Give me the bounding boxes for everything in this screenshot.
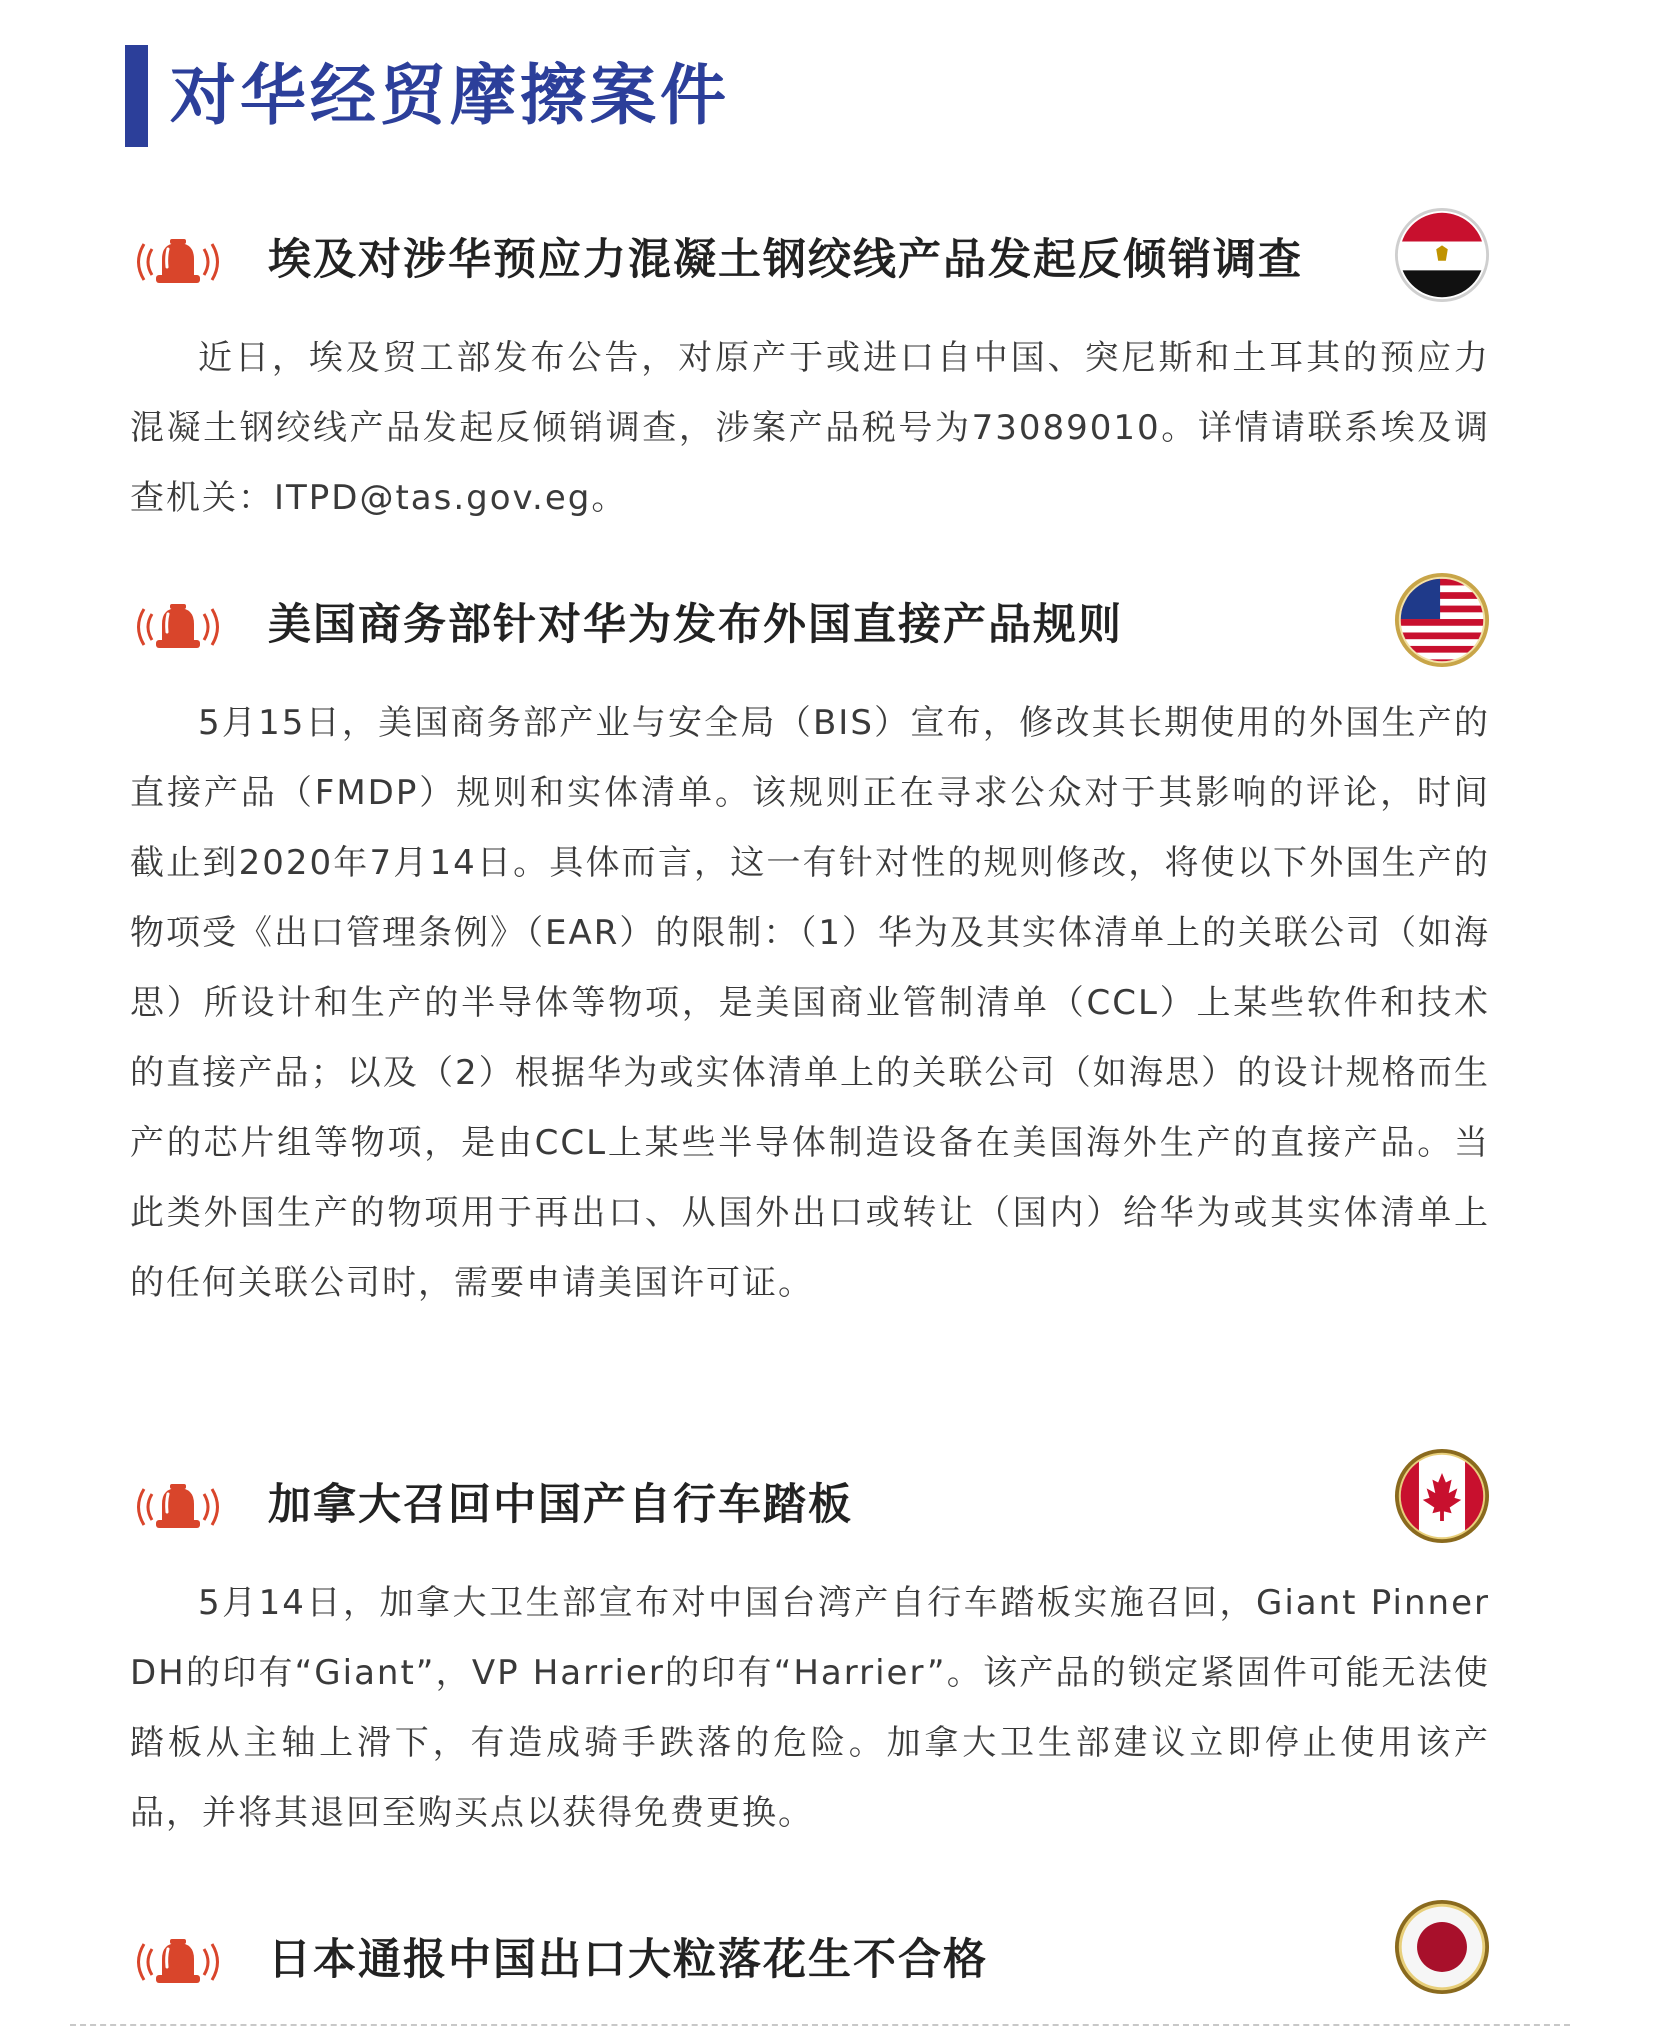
japan-flag-icon [1394,1899,1490,1995]
case-header [130,1905,1490,2005]
page-header [125,45,730,147]
case-body: 5月14日，加拿大卫生部宣布对中国台湾产自行车踏板实施召回，Giant Pinner DH的印有“Giant”，VP Harrier的印有“Harrier”。该产品的锁定紧固件可能无法使踏板从主轴上滑下，有造成骑手跌落的危险。加拿大卫生部建议立即停止使用该产品，并将其退回至购买点以获得免费更换。 [130,1583,1490,1833]
case-header [130,205,1490,305]
alarm-bell-icon [130,600,226,654]
case-canada [130,1450,1490,1848]
case-title: 日本通报中国出口大粒落花生不合格 [268,1935,988,1985]
case-title: 美国商务部针对华为发布外国直接产品规则 [268,600,1123,650]
usa-flag-icon [1394,572,1490,668]
case-japan [130,1905,1490,2005]
case-title: 加拿大召回中国产自行车踏板 [268,1480,853,1530]
canada-flag-icon [1394,1448,1490,1544]
case-title: 埃及对涉华预应力混凝土钢绞线产品发起反倾销调查 [268,235,1303,285]
case-header [130,1450,1490,1550]
case-body: 5月15日，美国商务部产业与安全局（BIS）宣布，修改其长期使用的外国生产的直接产品（FMDP）规则和实体清单。该规则正在寻求公众对于其影响的评论，时间截止到2020年7月14日。具体而言，这一有针对性的规则修改，将使以下外国生产的物项受《出口管理条例》（EAR）的限制：（1）华为及其实体清单上的关联公司（如海思）所设计和生产的半导体等物项，是美国商业管制清单（CCL）上某些软件和技术的直接产品；以及（2）根据华为或实体清单上的关联公司（如海思）的设计规格而生产的芯片组等物项，是由CCL上某些半导体制造设备在美国海外生产的直接产品。当此类外国生产的物项用于再出口、从国外出口或转让（国内）给华为或其实体清单上的任何关联公司时，需要申请美国许可证。 [130,703,1490,1303]
page-title: 对华经贸摩擦案件 [170,57,730,134]
case-body: 近日，埃及贸工部发布公告，对原产于或进口自中国、突尼斯和土耳其的预应力混凝土钢绞线产品发起反倾销调查，涉案产品税号为73089010。详情请联系埃及调查机关：ITPD@tas.gov.eg。 [130,338,1490,518]
case-egypt [130,205,1490,533]
title-accent-bar [125,45,148,147]
alarm-bell-icon [130,1480,226,1534]
alarm-bell-icon [130,1935,226,1989]
bottom-divider [70,2024,1570,2026]
egypt-flag-icon [1394,207,1490,303]
case-usa [130,570,1490,1318]
alarm-bell-icon [130,235,226,289]
case-header [130,570,1490,670]
